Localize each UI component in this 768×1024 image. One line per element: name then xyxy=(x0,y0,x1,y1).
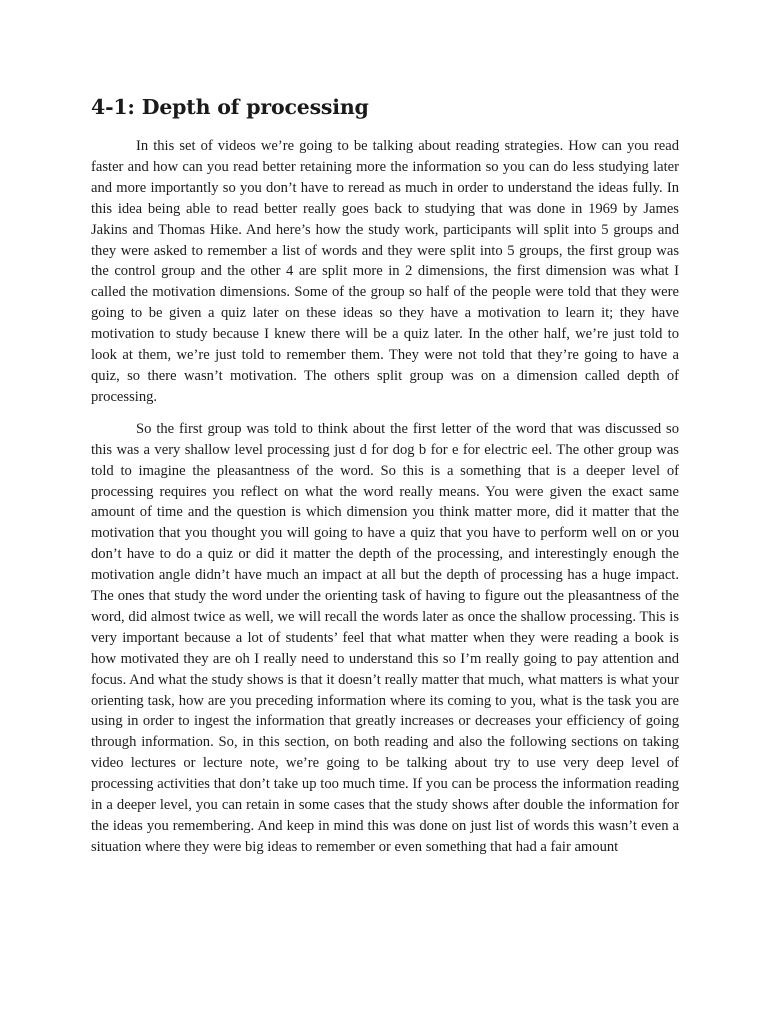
document-page xyxy=(91,92,679,869)
paragraph-1: In this set of videos we’re going to be talking about reading strategies. How can you read faster and how can you read better retaining more the information so you can do less studying later and more importantly so you don’t have to reread as much in order to understand the ideas fully. In this idea being able to read better really goes back to studying that was done in 1969 by James Jakins and Thomas Hike. And here’s how the study work, participants will split into 5 groups and they were asked to remember a list of words and they were split into 5 groups, the first group was the control group and the other 4 are split more in 2 dimensions, the first dimension was what I called the motivation dimensions. Some of the group so half of the people were told that they were going to be given a quiz later on these ideas so they have a motivation to learn it; they have motivation to study because I knew there will be a quiz later. In the other half, we’re just told to look at them, we’re just told to remember them. They were not told that they’re going to have a quiz, so there wasn’t motivation. The others split group was on a dimension called depth of processing. xyxy=(91,138,679,405)
section-heading: 4-1: Depth of processing xyxy=(91,95,369,119)
paragraph-2: So the first group was told to think about the first letter of the word that was discussed so this was a very shallow level processing just d for dog b for e for electric eel. The other group was told to imagine the pleasantness of the word. So this is a something that is a deeper level of processing requires you reflect on what the word really means. You were given the exact same amount of time and the question is which dimension you think matter more, did it matter that the motivation that you thought you will going to have a quiz that you have to perform well on or you don’t have to do a quiz or did it matter the depth of the processing, and interestingly enough the motivation angle didn’t have much an impact at all but the depth of processing has a huge impact. The ones that study the word under the orienting task of having to figure out the pleasantness of the word, did almost twice as well, we will recall the words later as once the shallow processing. This is very important because a lot of students’ feel that what matter when they were reading a book is how motivated they are oh I really need to understand this so I’m really going to pay attention and focus. And what the study shows is that it doesn’t really matter that much, what matters is what your orienting task, how are you preceding information where its coming to you, what is the task you are using in order to ingest the information that greatly increases or decreases your efficiency of going through information. So, in this section, on both reading and also the following sections on taking video lectures or lecture note, we’re going to be talking about try to use very deep level of processing activities that don’t take up too much time. If you can be process the information reading in a deeper level, you can retain in some cases that the study shows after double the information for the ideas you remembering. And keep in mind this was done on just list of words this wasn’t even a situation where they were big ideas to remember or even something that had a fair amount xyxy=(91,420,679,855)
